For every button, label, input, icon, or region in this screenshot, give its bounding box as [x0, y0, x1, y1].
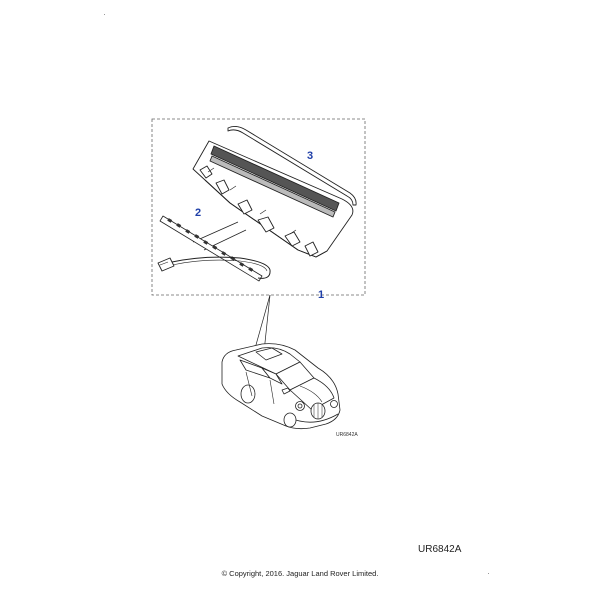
illustration-reference: UR6842A [418, 544, 462, 555]
copyright-notice: © Copyright, 2016. Jaguar Land Rover Limited. [221, 569, 379, 578]
wiring-harness [158, 216, 270, 281]
car-wheel [241, 385, 255, 403]
car-headlight [331, 401, 338, 408]
car-wheel [284, 413, 296, 427]
car-reference-code: UR6842A [336, 432, 358, 438]
harness-connector [158, 258, 174, 271]
callout-lamp: 3 [307, 150, 314, 162]
led-strip [160, 216, 262, 281]
speck [104, 14, 105, 15]
stop-lamp-assembly [193, 126, 356, 257]
callout-harness: 2 [195, 207, 202, 219]
callout-kit: 1 [318, 289, 325, 301]
vehicle-illustration [222, 344, 340, 429]
